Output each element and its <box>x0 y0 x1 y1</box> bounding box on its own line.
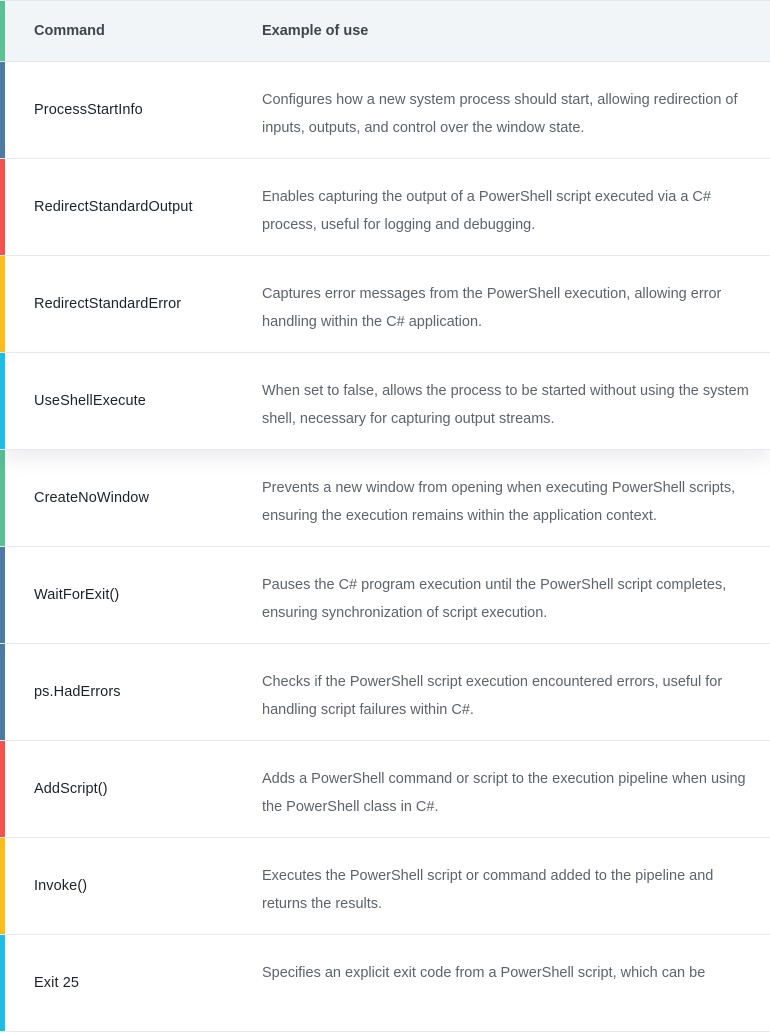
column-header-command: Command <box>34 23 105 39</box>
command-cell: WaitForExit() <box>34 587 120 603</box>
table-row <box>0 838 770 935</box>
row-accent-bar <box>0 256 5 352</box>
description-cell: Captures error messages from the PowerShell execution, allowing error handling within the C# application. <box>262 286 722 330</box>
row-accent-bar <box>0 1 5 61</box>
row-accent-bar <box>0 838 5 934</box>
description-cell: Adds a PowerShell command or script to the execution pipeline when using the PowerShell class in C#. <box>262 771 746 815</box>
description-cell: Enables capturing the output of a PowerShell script executed via a C# process, useful for logging and debugging. <box>262 189 711 233</box>
command-cell: ps.HadErrors <box>34 684 121 700</box>
command-cell: RedirectStandardOutput <box>34 199 193 215</box>
command-cell: RedirectStandardError <box>34 296 182 312</box>
command-cell: Exit 25 <box>34 975 80 991</box>
row-accent-bar <box>0 62 5 158</box>
row-accent-bar <box>0 547 5 643</box>
description-cell: Configures how a new system process should start, allowing redirection of inputs, outputs, and control over the window state. <box>262 92 738 136</box>
description-cell: When set to false, allows the process to be started without using the system shell, necessary for capturing output streams. <box>262 383 749 427</box>
command-cell: AddScript() <box>34 781 108 797</box>
row-accent-bar <box>0 935 5 1031</box>
table-row <box>0 450 770 547</box>
command-cell: CreateNoWindow <box>34 490 150 506</box>
table-row <box>0 62 770 159</box>
table-row <box>0 159 770 256</box>
row-accent-bar <box>0 741 5 837</box>
row-accent-bar <box>0 644 5 740</box>
description-cell: Pauses the C# program execution until the PowerShell script completes, ensuring synchronization of script execution. <box>262 577 727 621</box>
description-cell: Prevents a new window from opening when executing PowerShell scripts, ensuring the execution remains within the application context. <box>262 480 736 524</box>
table-row <box>0 256 770 353</box>
command-cell: ProcessStartInfo <box>34 102 143 118</box>
table-row <box>0 741 770 838</box>
table-header-row <box>0 0 770 62</box>
row-accent-bar <box>0 353 5 449</box>
row-accent-bar <box>0 450 5 546</box>
table-row <box>0 353 770 450</box>
table-row <box>0 644 770 741</box>
command-cell: UseShellExecute <box>34 393 146 409</box>
row-accent-bar <box>0 159 5 255</box>
description-cell: Executes the PowerShell script or command added to the pipeline and returns the results. <box>262 868 714 912</box>
description-cell: Specifies an explicit exit code from a PowerShell script, which can be <box>262 965 706 981</box>
command-cell: Invoke() <box>34 878 88 894</box>
description-cell: Checks if the PowerShell script execution encountered errors, useful for handling script failures within C#. <box>262 674 723 718</box>
table-row <box>0 547 770 644</box>
column-header-example: Example of use <box>262 23 369 39</box>
